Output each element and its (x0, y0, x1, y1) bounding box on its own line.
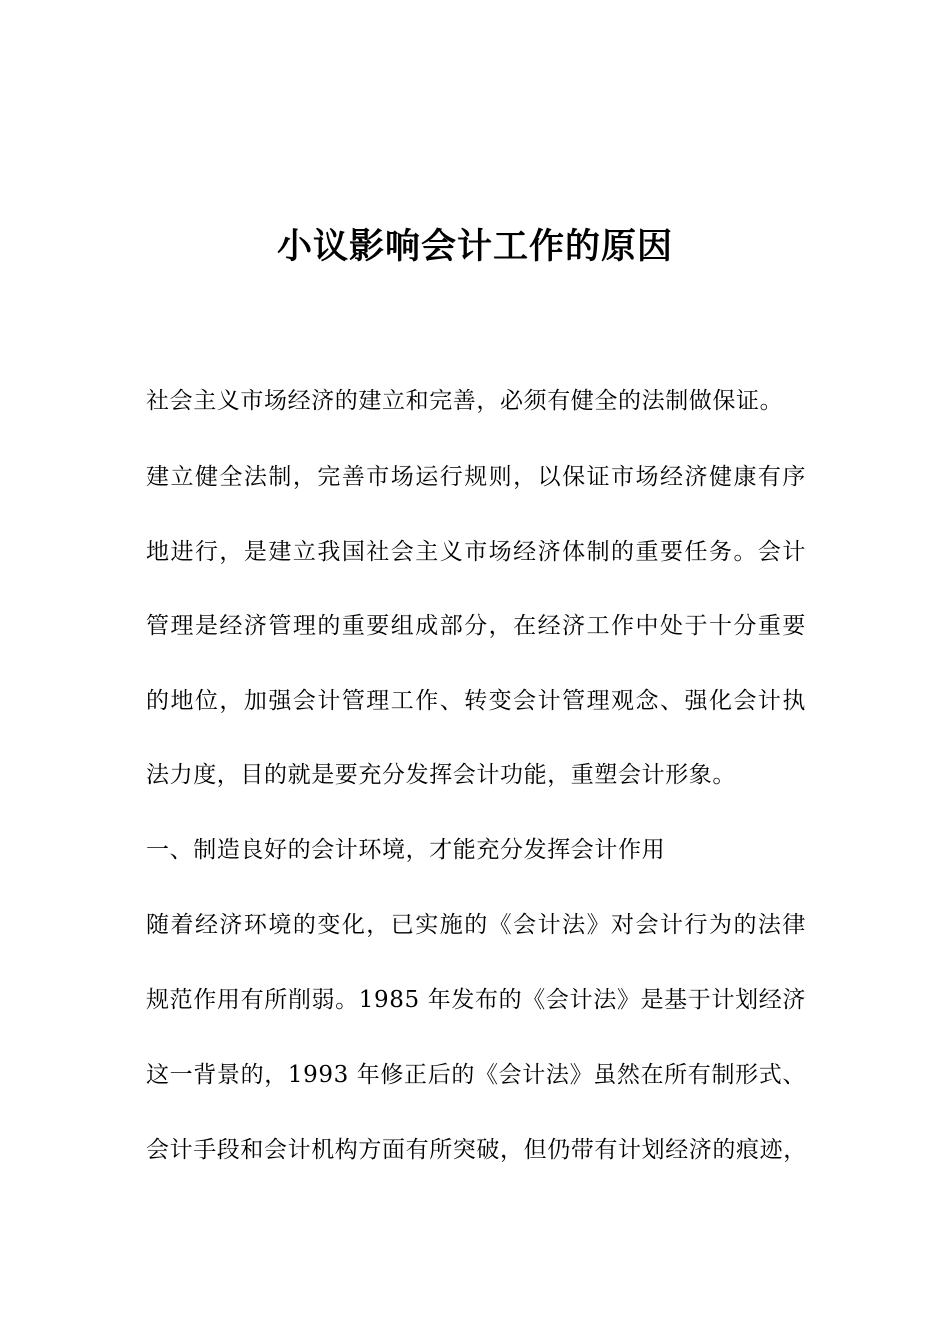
document-title: 小议影响会计工作的原因 (276, 227, 673, 267)
paragraph-line: 法力度，目的就是要充分发挥会计功能，重塑会计形象。 (146, 762, 736, 788)
paragraph-line: 管理是经济管理的重要组成部分，在经济工作中处于十分重要 (146, 613, 806, 639)
paragraph-line: 地进行，是建立我国社会主义市场经济体制的重要任务。会计 (146, 539, 806, 565)
section-heading: 一、制造良好的会计环境，才能充分发挥会计作用 (146, 837, 666, 863)
paragraph-line: 社会主义市场经济的建立和完善，必须有健全的法制做保证。 (146, 388, 784, 414)
paragraph-line: 会计手段和会计机构方面有所突破，但仍带有计划经济的痕迹， (146, 1137, 807, 1163)
paragraph-line: 规范作用有所削弱。1985 年发布的《会计法》是基于计划经济 (146, 987, 806, 1013)
paragraph-line: 随着经济环境的变化，已实施的《会计法》对会计行为的法律 (146, 912, 806, 938)
paragraph-line: 这一背景的，1993 年修正后的《会计法》虽然在所有制形式、 (146, 1062, 806, 1088)
paragraph-line: 的地位，加强会计管理工作、转变会计管理观念、强化会计执 (146, 688, 806, 714)
paragraph-line: 建立健全法制，完善市场运行规则，以保证市场经济健康有序 (146, 464, 806, 490)
